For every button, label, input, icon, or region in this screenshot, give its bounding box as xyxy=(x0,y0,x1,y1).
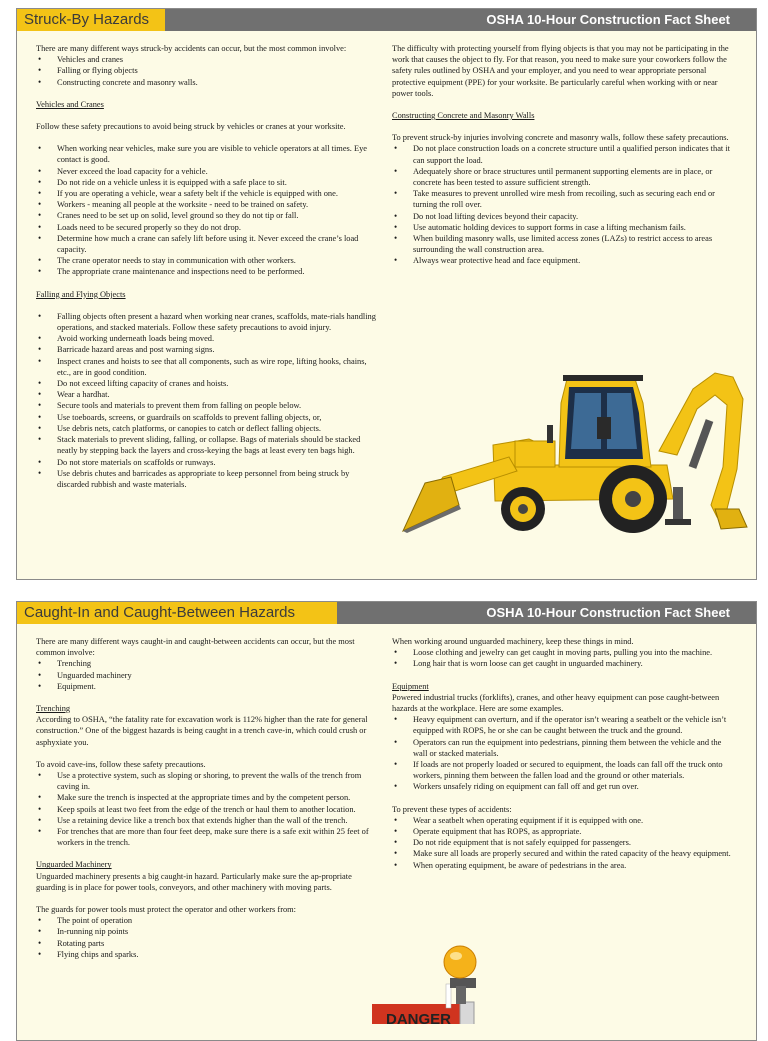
list-item: • Cranes need to be set up on solid, level ground so they do not tip or fall. xyxy=(36,210,380,221)
prevent-intro: To prevent these types of accidents: xyxy=(392,804,512,814)
list-item: • The appropriate crane maintenance and inspections need to be performed. xyxy=(36,266,380,277)
sheet-header-label: OSHA 10-Hour Construction Fact Sheet xyxy=(165,9,757,31)
list-item: • Workers unsafely riding on equipment can fall off and get run over. xyxy=(392,781,732,792)
section-heading-trenching: Trenching xyxy=(36,704,71,714)
backhoe-loader-illustration xyxy=(397,359,757,537)
equipment-text: Powered industrial trucks (forklifts), cranes, and other heavy equipment can pose caught-between hazards at the workplace. Here are some examples. xyxy=(392,692,720,714)
list-item: • Do not store materials on scaffolds or runways. xyxy=(36,457,380,468)
sheet-title: Caught-In and Caught-Between Hazards xyxy=(17,602,343,624)
sheet-header-label: OSHA 10-Hour Construction Fact Sheet xyxy=(337,602,757,624)
sheet-header xyxy=(17,602,757,624)
list-item: • Use a protective system, such as sloping or shoring, to prevent the walls of the trench from caving in. xyxy=(36,770,380,792)
list-item: • When working near vehicles, make sure you are visible to vehicle operators at all times. Eye contact is good. xyxy=(36,143,380,165)
list-item: • Determine how much a crane can safely lift before using it. Never exceed the crane’s load capacity. xyxy=(36,233,380,255)
list-item: • Use debris nets, catch platforms, or canopies to catch or deflect falling objects. xyxy=(36,423,380,434)
machinery-text: Unguarded machinery presents a big caught-in hazard. Particularly make sure the ap-propriate guarding is in place for power tools, conveyors, and other machinery with moving parts. xyxy=(36,871,352,892)
equipment-list xyxy=(392,714,732,792)
list-item: • When operating equipment, be aware of pedestrians in the area. xyxy=(392,860,732,871)
list-item: • Use debris chutes and barricades as appropriate to keep personnel from being struck by discarded rubbish and waste materials. xyxy=(36,468,380,490)
list-item: • Do not load lifting devices beyond their capacity. xyxy=(392,211,732,222)
list-item: • Equipment. xyxy=(36,681,380,692)
list-item: • Use toeboards, screens, or guardrails on scaffolds to prevent falling objects, or, xyxy=(36,412,380,423)
sheet-title: Struck-By Hazards xyxy=(17,9,172,31)
list-item: • Use a retaining device like a trench box that extends higher than the wall of the trench. xyxy=(36,815,380,826)
list-item: • Operators can run the equipment into pedestrians, pinning them between the vehicle and the wall or stacked materials. xyxy=(392,737,732,759)
list-item: • Never exceed the load capacity for a vehicle. xyxy=(36,166,380,177)
list-item: • Wear a hardhat. xyxy=(36,389,380,400)
intro-text: There are many different ways caught-in and caught-between accidents can occur, but the most common involve: xyxy=(36,637,355,658)
list-item: • Take measures to prevent unrolled wire mesh from recoiling, such as securing each end or turning the roll over. xyxy=(392,188,732,210)
falling-list xyxy=(36,311,380,490)
flying-objects-text: The difficulty with protecting yourself from flying objects is that you may not be participating in the work that causes the object to fly. For that reason, you need to make sure your coworkers follow the safety rules outlined by OSHA and your employer, and you need to wear appropriate personal protective equipment (PPE) for your worksite. Be particularly careful when working with or near power tools. xyxy=(392,44,729,98)
guards-list xyxy=(36,915,380,960)
list-item: • The crane operator needs to stay in communication with other workers. xyxy=(36,255,380,266)
vehicles-intro: Follow these safety precautions to avoid being struck by vehicles or cranes at your worksite. xyxy=(36,122,346,132)
intro-text: There are many different ways struck-by accidents can occur, but the most common involve: xyxy=(36,44,347,53)
list-item: • Avoid working underneath loads being moved. xyxy=(36,333,380,344)
list-item: • Vehicles and cranes xyxy=(36,54,380,65)
section-heading-vehicles: Vehicles and Cranes xyxy=(36,99,104,109)
intro-list xyxy=(36,658,380,692)
prevent-list xyxy=(392,815,732,871)
list-item: • In-running nip points xyxy=(36,926,380,937)
section-heading-machinery: Unguarded Machinery xyxy=(36,860,112,870)
list-item: • Adequately shore or brace structures until permanent supporting elements are in place, or concrete has been tested to assure sufficient strength. xyxy=(392,166,732,188)
list-item: • Flying chips and sparks. xyxy=(36,949,380,960)
list-item: • Falling objects often present a hazard when working near cranes, scaffolds, mate-rials handling operations, and stacked materials. Follow these safety precautions to avoid injury. xyxy=(36,311,380,333)
list-item: • Barricade hazard areas and post warning signs. xyxy=(36,344,380,355)
list-item: • When building masonry walls, use limited access zones (LAZs) to restrict access to areas surrounding the wall construction area. xyxy=(392,233,732,255)
list-item: • Do not exceed lifting capacity of cranes and hoists. xyxy=(36,378,380,389)
list-item: • Long hair that is worn loose can get caught in unguarded machinery. xyxy=(392,658,732,669)
concrete-list xyxy=(392,143,732,266)
section-heading-concrete: Constructing Concrete and Masonry Walls xyxy=(392,111,535,121)
list-item: • Falling or flying objects xyxy=(36,65,380,76)
list-item: • Stack materials to prevent sliding, falling, or collapse. Bags of materials should be stacked neatly by stepping back the layers and cross-keying the bags at least every ten bags high. xyxy=(36,434,380,456)
section-heading-falling: Falling and Flying Objects xyxy=(36,289,126,299)
unguarded-intro: When working around unguarded machinery, keep these things in mind. xyxy=(392,637,634,646)
list-item: • Unguarded machinery xyxy=(36,670,380,681)
right-column xyxy=(392,43,732,267)
list-item: • Do not ride on a vehicle unless it is equipped with a safe place to sit. xyxy=(36,177,380,188)
list-item: • Loads need to be secured properly so they do not drop. xyxy=(36,222,380,233)
warning-lamp-danger-sign xyxy=(360,940,480,1024)
list-item: • Secure tools and materials to prevent them from falling on people below. xyxy=(36,400,380,411)
list-item: • Workers - meaning all people at the worksite - need to be trained on safety. xyxy=(36,199,380,210)
intro-list xyxy=(36,54,380,88)
list-item: • The point of operation xyxy=(36,915,380,926)
list-item: • Loose clothing and jewelry can get caught in moving parts, pulling you into the machine. xyxy=(392,647,732,658)
list-item: • Rotating parts xyxy=(36,938,380,949)
danger-sign-text: DANGER xyxy=(386,1011,452,1024)
guards-intro: The guards for power tools must protect the operator and other workers from: xyxy=(36,905,297,915)
list-item: • Use automatic holding devices to support forms in case a lifting mechanism fails. xyxy=(392,222,732,233)
list-item: • Do not place construction loads on a concrete structure until a qualified person indicates that it can support the load. xyxy=(392,143,732,165)
list-item: • If loads are not properly loaded or secured to equipment, the loads can fall off the truck onto workers, pinning them between the fallen load and the ground or other materials. xyxy=(392,759,732,781)
concrete-intro: To prevent struck-by injuries involving concrete and masonry walls, follow these safety precautions. xyxy=(392,133,729,143)
list-item: • Wear a seatbelt when operating equipment if it is equipped with one. xyxy=(392,815,732,826)
left-column xyxy=(36,43,380,490)
fact-sheet-struck-by xyxy=(16,8,757,580)
list-item: • Trenching xyxy=(36,658,380,669)
list-item: • Make sure the trench is inspected at the appropriate times and by the competent person. xyxy=(36,792,380,803)
list-item: • Inspect cranes and hoists to see that all components, such as wire rope, lifting hooks, chains, etc., are in good condition. xyxy=(36,356,380,378)
list-item: • If you are operating a vehicle, wear a safety belt if the vehicle is equipped with one. xyxy=(36,188,380,199)
unguarded-list xyxy=(392,647,732,669)
sheet-header xyxy=(17,9,757,31)
list-item: • Do not ride equipment that is not safely equipped for passengers. xyxy=(392,837,732,848)
right-column xyxy=(392,636,732,871)
left-column xyxy=(36,636,380,960)
trenching-text: According to OSHA, “the fatality rate for excavation work is 112% higher than the rate for general construction.” One of the biggest hazards is being caught in a trench cave-in, which could crush or asphyxiate you. xyxy=(36,715,368,747)
vehicles-list xyxy=(36,143,380,277)
list-item: • Heavy equipment can overturn, and if the operator isn’t wearing a seatbelt or the vehicle isn’t equipped with ROPS, he or she can be caught between the truck and the ground. xyxy=(392,714,732,736)
list-item: • Constructing concrete and masonry walls. xyxy=(36,77,380,88)
list-item: • For trenches that are more than four feet deep, make sure there is a safe exit within 25 feet of workers in the trench. xyxy=(36,826,380,848)
list-item: • Operate equipment that has ROPS, as appropriate. xyxy=(392,826,732,837)
list-item: • Make sure all loads are properly secured and within the rated capacity of the heavy equipment. xyxy=(392,848,732,859)
list-item: • Keep spoils at least two feet from the edge of the trench or haul them to another location. xyxy=(36,804,380,815)
list-item: • Always wear protective head and face equipment. xyxy=(392,255,732,266)
section-heading-equipment: Equipment xyxy=(392,681,429,691)
cavein-intro: To avoid cave-ins, follow these safety precautions. xyxy=(36,759,206,769)
cavein-list xyxy=(36,770,380,848)
